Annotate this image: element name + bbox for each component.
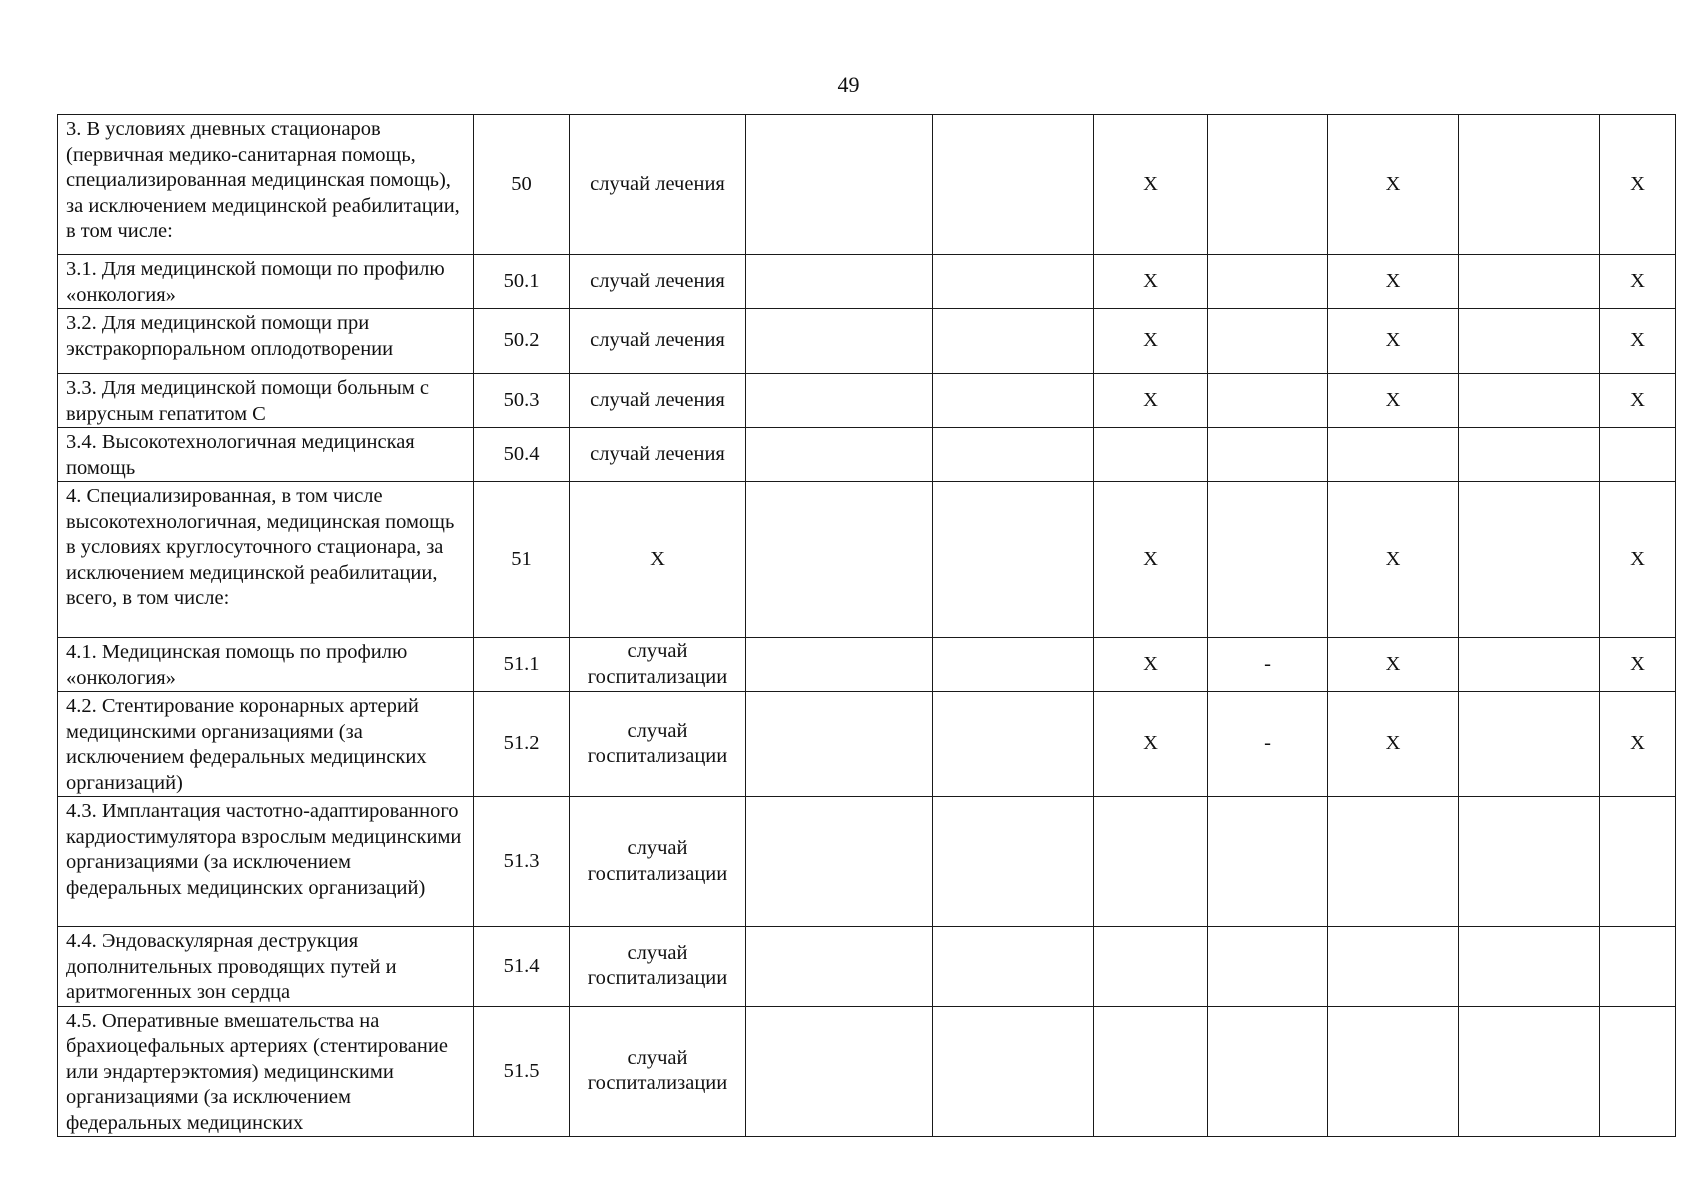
table-row bbox=[58, 482, 1676, 638]
row-cell-6: Х bbox=[1094, 309, 1208, 374]
row-cell-8 bbox=[1328, 428, 1459, 482]
row-cell-4 bbox=[746, 255, 933, 309]
row-unit: случай лечения bbox=[570, 255, 746, 309]
row-cell-4 bbox=[746, 692, 933, 797]
row-unit: случай госпитализации bbox=[570, 797, 746, 927]
row-cell-9 bbox=[1459, 115, 1600, 255]
row-cell-6 bbox=[1094, 1006, 1208, 1137]
row-cell-9 bbox=[1459, 797, 1600, 927]
row-unit: Х bbox=[570, 482, 746, 638]
row-cell-4 bbox=[746, 1006, 933, 1137]
row-cell-5 bbox=[933, 638, 1094, 692]
row-unit: случай лечения bbox=[570, 428, 746, 482]
row-cell-9 bbox=[1459, 255, 1600, 309]
data-table bbox=[57, 114, 1676, 1137]
row-cell-5 bbox=[933, 374, 1094, 428]
row-name: 4.3. Имплантация частотно-адаптированного кардиостимулятора взрослым медицинскими организациями (за исключением федеральных медицинских организаций) bbox=[58, 797, 474, 927]
table-row bbox=[58, 255, 1676, 309]
row-cell-5 bbox=[933, 797, 1094, 927]
row-cell-8: Х bbox=[1328, 374, 1459, 428]
row-cell-7 bbox=[1208, 309, 1328, 374]
row-cell-9 bbox=[1459, 428, 1600, 482]
row-name: 3.4. Высокотехнологичная медицинская помощь bbox=[58, 428, 474, 482]
row-cell-10: Х bbox=[1600, 692, 1676, 797]
row-cell-10: Х bbox=[1600, 374, 1676, 428]
row-cell-4 bbox=[746, 309, 933, 374]
row-cell-8: Х bbox=[1328, 309, 1459, 374]
row-cell-9 bbox=[1459, 692, 1600, 797]
row-cell-6: Х bbox=[1094, 115, 1208, 255]
row-name: 4.1. Медицинская помощь по профилю «онкология» bbox=[58, 638, 474, 692]
row-name: 3.1. Для медицинской помощи по профилю «онкология» bbox=[58, 255, 474, 309]
row-code: 51.4 bbox=[474, 927, 570, 1007]
row-cell-6: Х bbox=[1094, 692, 1208, 797]
row-cell-9 bbox=[1459, 1006, 1600, 1137]
row-cell-7 bbox=[1208, 482, 1328, 638]
row-cell-7 bbox=[1208, 115, 1328, 255]
row-cell-7 bbox=[1208, 1006, 1328, 1137]
row-cell-5 bbox=[933, 927, 1094, 1007]
row-cell-5 bbox=[933, 692, 1094, 797]
row-cell-4 bbox=[746, 428, 933, 482]
row-code: 51.2 bbox=[474, 692, 570, 797]
row-name: 4.4. Эндоваскулярная деструкция дополнительных проводящих путей и аритмогенных зон сердца bbox=[58, 927, 474, 1007]
table-row bbox=[58, 638, 1676, 692]
row-name: 3.3. Для медицинской помощи больным с вирусным гепатитом С bbox=[58, 374, 474, 428]
row-code: 51.1 bbox=[474, 638, 570, 692]
table-row bbox=[58, 797, 1676, 927]
row-cell-10 bbox=[1600, 1006, 1676, 1137]
row-cell-5 bbox=[933, 309, 1094, 374]
row-cell-7 bbox=[1208, 255, 1328, 309]
row-cell-9 bbox=[1459, 638, 1600, 692]
row-unit: случай госпитализации bbox=[570, 1006, 746, 1137]
row-cell-5 bbox=[933, 1006, 1094, 1137]
row-unit: случай госпитализации bbox=[570, 638, 746, 692]
row-name: 4. Специализированная, в том числе высокотехнологичная, медицинская помощь в условиях круглосуточного стационара, за исключением медицинской реабилитации, всего, в том числе: bbox=[58, 482, 474, 638]
row-cell-10: Х bbox=[1600, 115, 1676, 255]
row-code: 50.1 bbox=[474, 255, 570, 309]
row-cell-10: Х bbox=[1600, 255, 1676, 309]
row-cell-6: Х bbox=[1094, 482, 1208, 638]
row-name: 3.2. Для медицинской помощи при экстракорпоральном оплодотворении bbox=[58, 309, 474, 374]
row-name: 4.5. Оперативные вмешательства на брахиоцефальных артериях (стентирование или эндартерэктомия) медицинскими организациями (за исключением федеральных медицинских bbox=[58, 1006, 474, 1137]
row-cell-10: Х bbox=[1600, 309, 1676, 374]
table-row bbox=[58, 1006, 1676, 1137]
row-cell-6: Х bbox=[1094, 374, 1208, 428]
row-cell-10 bbox=[1600, 428, 1676, 482]
row-cell-9 bbox=[1459, 374, 1600, 428]
row-cell-7: - bbox=[1208, 638, 1328, 692]
row-cell-4 bbox=[746, 927, 933, 1007]
row-code: 50.4 bbox=[474, 428, 570, 482]
row-cell-7 bbox=[1208, 797, 1328, 927]
row-cell-9 bbox=[1459, 309, 1600, 374]
row-cell-10: Х bbox=[1600, 482, 1676, 638]
row-cell-8: Х bbox=[1328, 115, 1459, 255]
row-cell-9 bbox=[1459, 927, 1600, 1007]
table-row bbox=[58, 309, 1676, 374]
row-cell-7 bbox=[1208, 428, 1328, 482]
row-unit: случай лечения bbox=[570, 374, 746, 428]
row-cell-6: Х bbox=[1094, 255, 1208, 309]
row-code: 51.3 bbox=[474, 797, 570, 927]
row-code: 51.5 bbox=[474, 1006, 570, 1137]
row-name: 4.2. Стентирование коронарных артерий медицинскими организациями (за исключением федеральных медицинских организаций) bbox=[58, 692, 474, 797]
row-cell-10 bbox=[1600, 797, 1676, 927]
row-code: 50 bbox=[474, 115, 570, 255]
row-cell-8 bbox=[1328, 797, 1459, 927]
page-number: 49 bbox=[837, 72, 860, 97]
row-cell-6 bbox=[1094, 797, 1208, 927]
row-cell-9 bbox=[1459, 482, 1600, 638]
row-cell-7: - bbox=[1208, 692, 1328, 797]
table-row bbox=[58, 115, 1676, 255]
row-code: 50.2 bbox=[474, 309, 570, 374]
row-cell-10: Х bbox=[1600, 638, 1676, 692]
row-unit: случай госпитализации bbox=[570, 927, 746, 1007]
row-cell-5 bbox=[933, 115, 1094, 255]
row-cell-5 bbox=[933, 255, 1094, 309]
row-cell-4 bbox=[746, 374, 933, 428]
row-cell-4 bbox=[746, 638, 933, 692]
table-row bbox=[58, 374, 1676, 428]
table-row bbox=[58, 428, 1676, 482]
row-cell-8: Х bbox=[1328, 692, 1459, 797]
row-cell-4 bbox=[746, 797, 933, 927]
row-cell-6 bbox=[1094, 428, 1208, 482]
row-name: 3. В условиях дневных стационаров (первичная медико-санитарная помощь, специализированная медицинская помощь), за исключением медицинской реабилитации, в том числе: bbox=[58, 115, 474, 255]
row-unit: случай госпитализации bbox=[570, 692, 746, 797]
row-cell-8 bbox=[1328, 1006, 1459, 1137]
table-row bbox=[58, 692, 1676, 797]
table-row bbox=[58, 927, 1676, 1007]
row-cell-8: Х bbox=[1328, 638, 1459, 692]
row-cell-5 bbox=[933, 428, 1094, 482]
row-cell-8 bbox=[1328, 927, 1459, 1007]
row-cell-8: Х bbox=[1328, 255, 1459, 309]
row-cell-5 bbox=[933, 482, 1094, 638]
row-cell-7 bbox=[1208, 374, 1328, 428]
row-code: 50.3 bbox=[474, 374, 570, 428]
row-code: 51 bbox=[474, 482, 570, 638]
row-unit: случай лечения bbox=[570, 115, 746, 255]
row-cell-7 bbox=[1208, 927, 1328, 1007]
row-cell-4 bbox=[746, 482, 933, 638]
row-cell-6 bbox=[1094, 927, 1208, 1007]
row-cell-6: Х bbox=[1094, 638, 1208, 692]
row-unit: случай лечения bbox=[570, 309, 746, 374]
row-cell-4 bbox=[746, 115, 933, 255]
row-cell-8: Х bbox=[1328, 482, 1459, 638]
row-cell-10 bbox=[1600, 927, 1676, 1007]
